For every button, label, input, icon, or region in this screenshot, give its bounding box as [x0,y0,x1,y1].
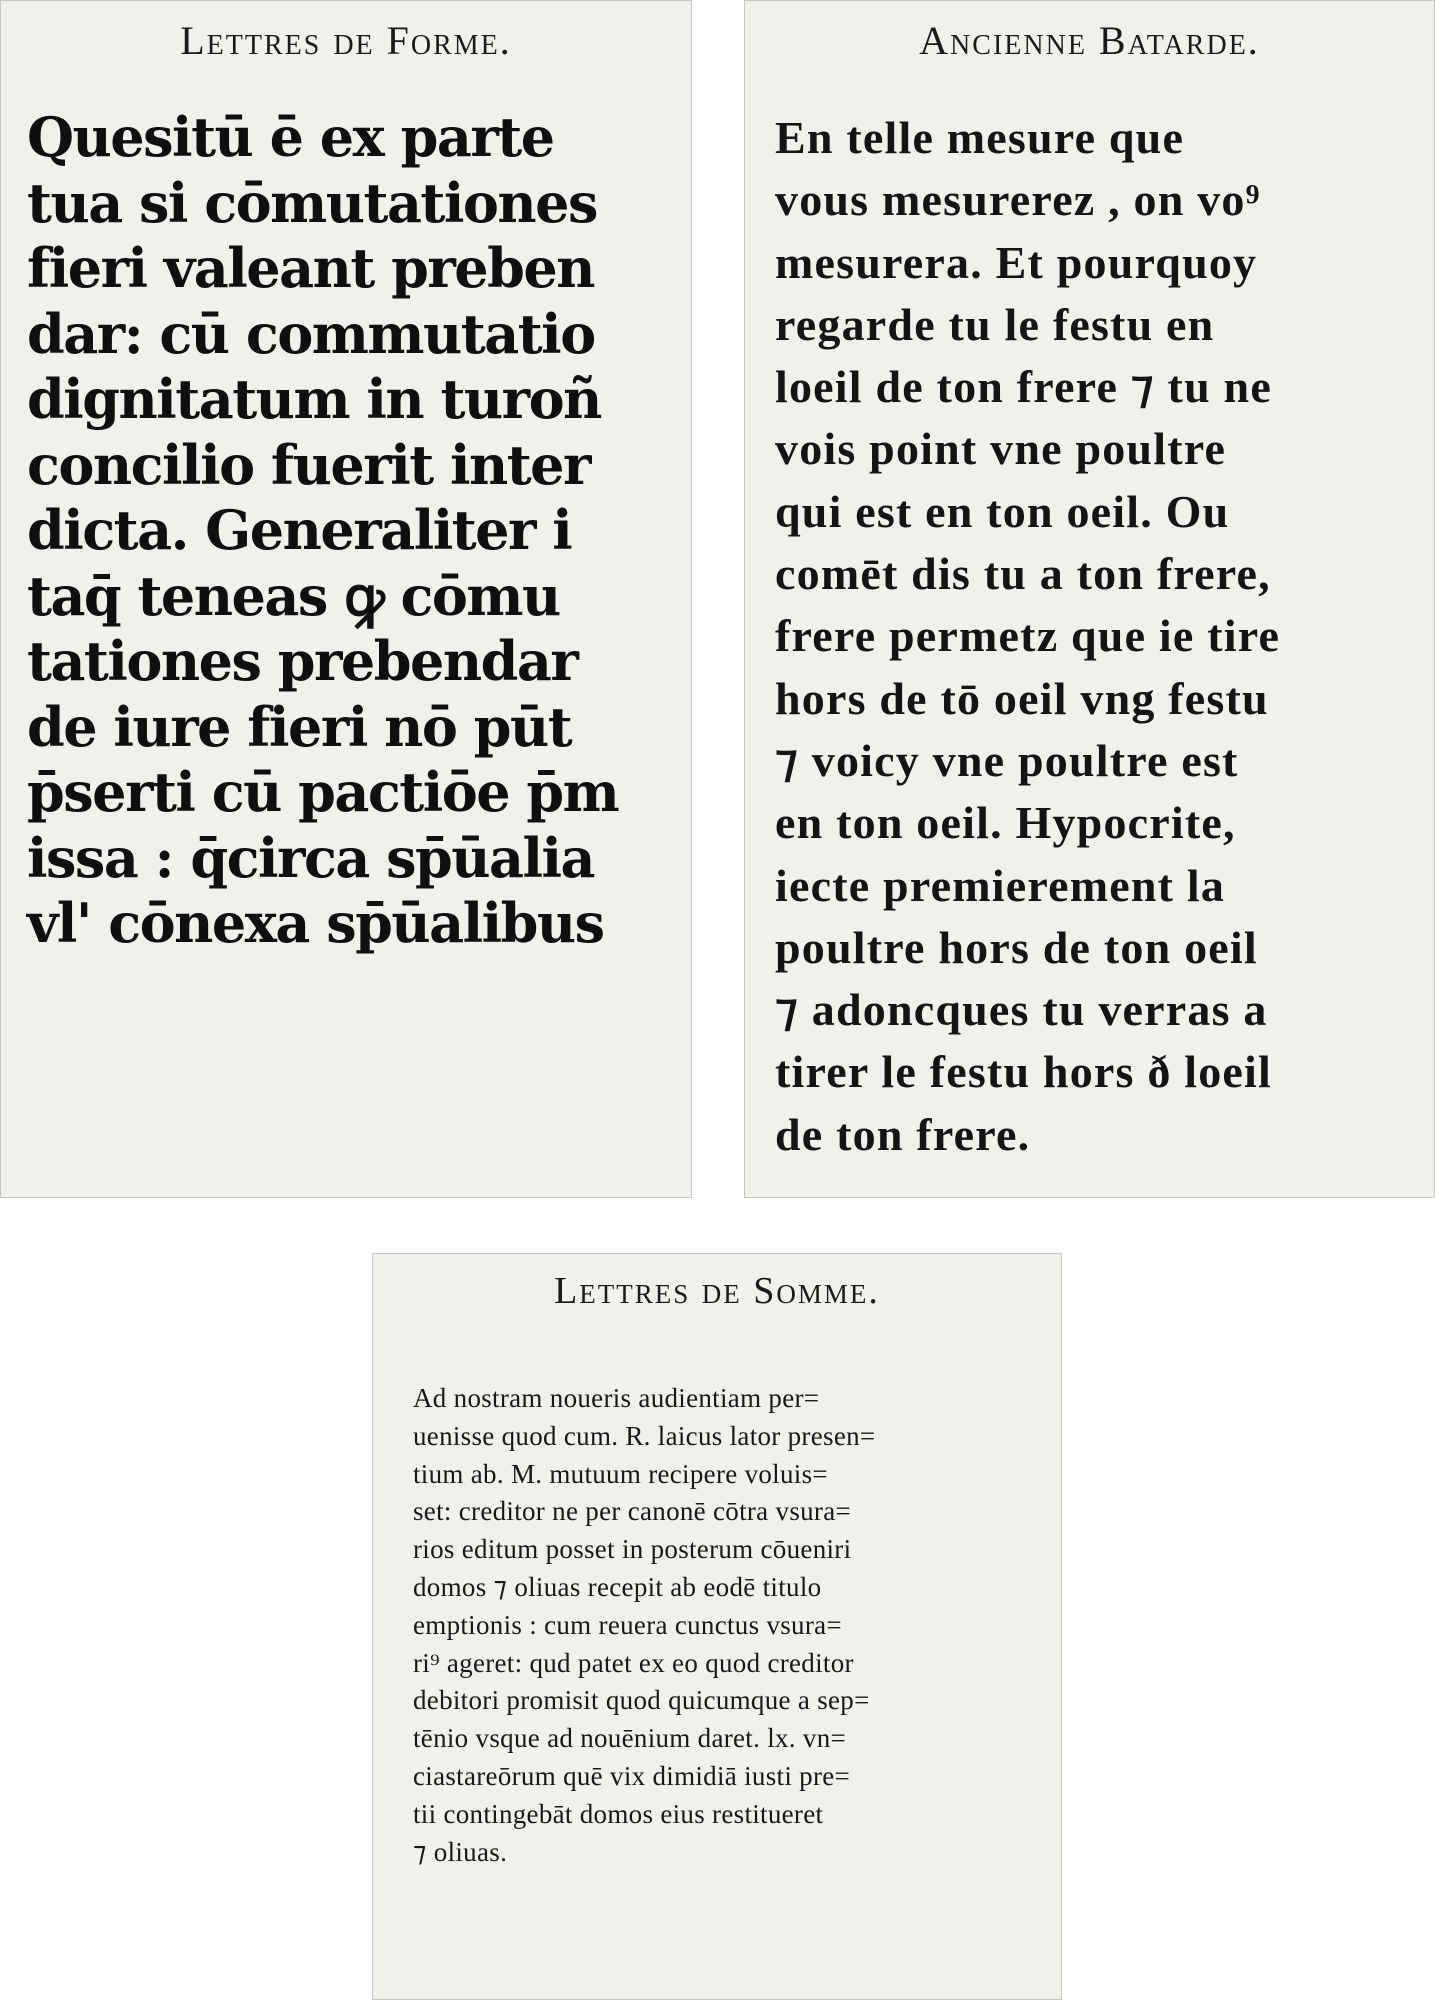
text-line: p̄serti cū pactiōe p̄m [27,760,619,824]
text-line: tium ab. M. mutuum recipere voluis= [413,1458,828,1489]
text-line: ⁊ oliuas. [413,1836,508,1867]
text-line: poultre hors de ton oeil [775,921,1258,973]
text-line: En telle mesure que [775,112,1185,163]
text-line: ⁊ adoncques tu verras a [775,984,1268,1036]
text-line: mesurera. Et pourquoy [775,236,1258,288]
text-line: concilio fuerit inter [27,432,590,497]
text-line: ri⁹ ageret: qud patet ex eo quod creditor [413,1647,854,1678]
text-line: dignitatum in turoñ [27,367,601,431]
text-line: loeil de ton frere ⁊ tu ne [775,361,1272,413]
text-line: comēt dis tu a ton frere, [775,548,1271,600]
text-line: vois point vne poultre [775,423,1227,475]
text-line: taq̄ teneas ꝙ cōmu [27,563,560,628]
text-line: qui est en ton oeil. Ou [775,485,1230,537]
text-line: de ton frere. [775,1108,1031,1160]
text-line: ciastareōrum quē vix dimidiā iusti pre= [413,1760,851,1791]
panel-title: Lettres de Somme. [554,1270,880,1312]
text-line: dar: cū commutatio [27,301,595,366]
panel-title: Lettres de Forme. [180,18,512,63]
text-line: Quesitū ē ex parte [27,105,554,169]
text-block [413,1380,1033,1871]
text-line: tua si cōmutationes [27,170,597,235]
text-line: tirer le festu hors ð loeil [775,1046,1272,1098]
text-line: vl' cōnexa sp̄ūalibus [27,891,604,955]
text-line: tii contingebāt domos eius restitueret [413,1798,824,1829]
text-line: vous mesurerez , on vo⁹ [775,174,1261,226]
text-block [775,107,1415,1166]
panel-lettres-de-somme [372,1253,1062,2000]
panel-ancienne-batarde [744,0,1435,1198]
text-line: Ad nostram noueris audientiam per= [413,1383,820,1413]
text-line: en ton oeil. Hypocrite, [775,797,1236,849]
text-block [27,105,667,957]
text-line: domos ⁊ oliuas recepit ab eodē titulo [413,1571,822,1602]
text-line: debitori promisit quod quicumque a sep= [413,1685,870,1716]
text-line: frere permetz que ie tire [775,610,1281,662]
text-line: iecte premierement la [775,859,1226,911]
text-line: issa : q̄circa sp̄ūalia [27,825,595,890]
text-line: ⁊ voicy vne poultre est [775,734,1239,786]
text-line: set: creditor ne per canonē cōtra vsura= [413,1496,852,1527]
panel-lettres-de-forme [0,0,692,1198]
text-line: de iure fieri nō pūt [27,694,572,759]
text-line: regarde tu le festu en [775,298,1215,350]
text-line: tēnio vsque ad nouēnium daret. lx. vn= [413,1723,847,1754]
text-line: fieri valeant preben [27,236,595,300]
text-line: tationes prebendar [27,629,578,693]
text-line: dicta. Generaliter i [27,498,572,562]
text-line: hors de tō oeil vng festu [775,672,1269,724]
text-line: uenisse quod cum. R. laicus lator presen= [413,1420,876,1451]
text-line: emptionis : cum reuera cunctus vsura= [413,1609,842,1640]
panel-title: Ancienne Batarde. [919,18,1260,63]
text-line: rios editum posset in posterum cōueniri [413,1534,852,1565]
